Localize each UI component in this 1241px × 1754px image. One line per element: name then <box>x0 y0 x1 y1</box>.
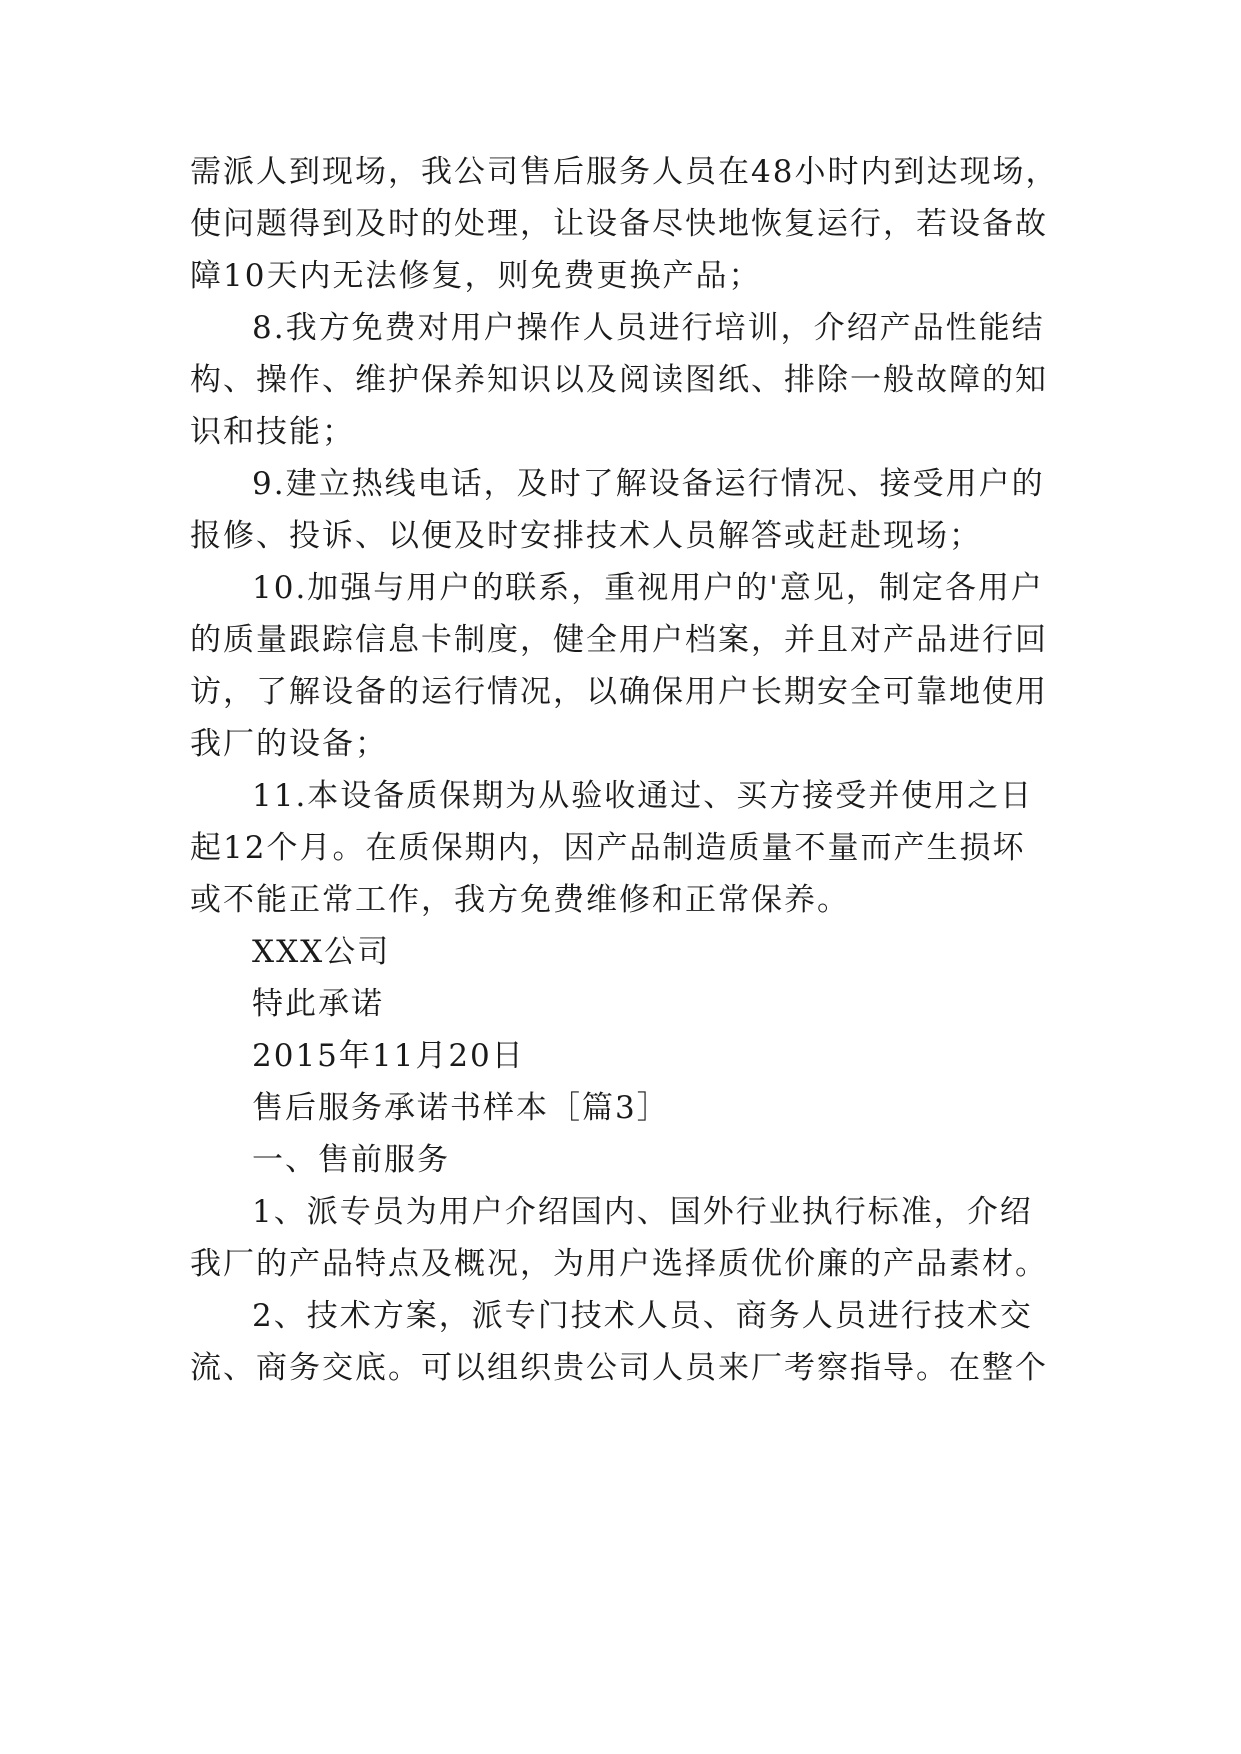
text-line: 访，了解设备的运行情况，以确保用户长期安全可靠地使用 <box>190 674 1048 710</box>
text-line: 的质量跟踪信息卡制度，健全用户档案，并且对产品进行回 <box>190 622 1048 658</box>
section-heading: 一、售前服务 <box>252 1142 450 1178</box>
paragraph-8-start: 8.我方免费对用户操作人员进行培训，介绍产品性能结 <box>252 310 1045 346</box>
paragraph-9-start: 9.建立热线电话，及时了解设备运行情况、接受用户的 <box>252 466 1045 502</box>
item-1-start: 1、派专员为用户介绍国内、国外行业执行标准，介绍 <box>252 1194 1033 1230</box>
text-line: 流、商务交底。可以组织贵公司人员来厂考察指导。在整个 <box>190 1350 1048 1386</box>
company-name: XXX公司 <box>252 934 391 970</box>
text-line: 识和技能； <box>190 414 355 450</box>
text-line: 或不能正常工作，我方免费维修和正常保养。 <box>190 882 850 918</box>
paragraph-10-start: 10.加强与用户的联系，重视用户的'意见，制定各用户 <box>252 570 1044 606</box>
item-2-start: 2、技术方案，派专门技术人员、商务人员进行技术交 <box>252 1298 1033 1334</box>
section-title: 售后服务承诺书样本［篇3］ <box>252 1090 670 1126</box>
text-line: 我厂的设备； <box>190 726 388 762</box>
document-date: 2015年11月20日 <box>252 1038 525 1074</box>
text-line: 障10天内无法修复，则免费更换产品； <box>190 258 762 294</box>
closing-phrase: 特此承诺 <box>252 986 384 1022</box>
text-line: 需派人到现场，我公司售后服务人员在48小时内到达现场， <box>190 154 1059 190</box>
text-line: 报修、投诉、以便及时安排技术人员解答或赶赴现场； <box>190 518 982 554</box>
text-line: 构、操作、维护保养知识以及阅读图纸、排除一般故障的知 <box>190 362 1048 398</box>
text-line: 使问题得到及时的处理，让设备尽快地恢复运行，若设备故 <box>190 206 1048 242</box>
text-line: 起12个月。在质保期内，因产品制造质量不量而产生损坏 <box>190 830 1026 866</box>
paragraph-11-start: 11.本设备质保期为从验收通过、买方接受并使用之日 <box>252 778 1034 814</box>
text-line: 我厂的产品特点及概况，为用户选择质优价廉的产品素材。 <box>190 1246 1048 1282</box>
